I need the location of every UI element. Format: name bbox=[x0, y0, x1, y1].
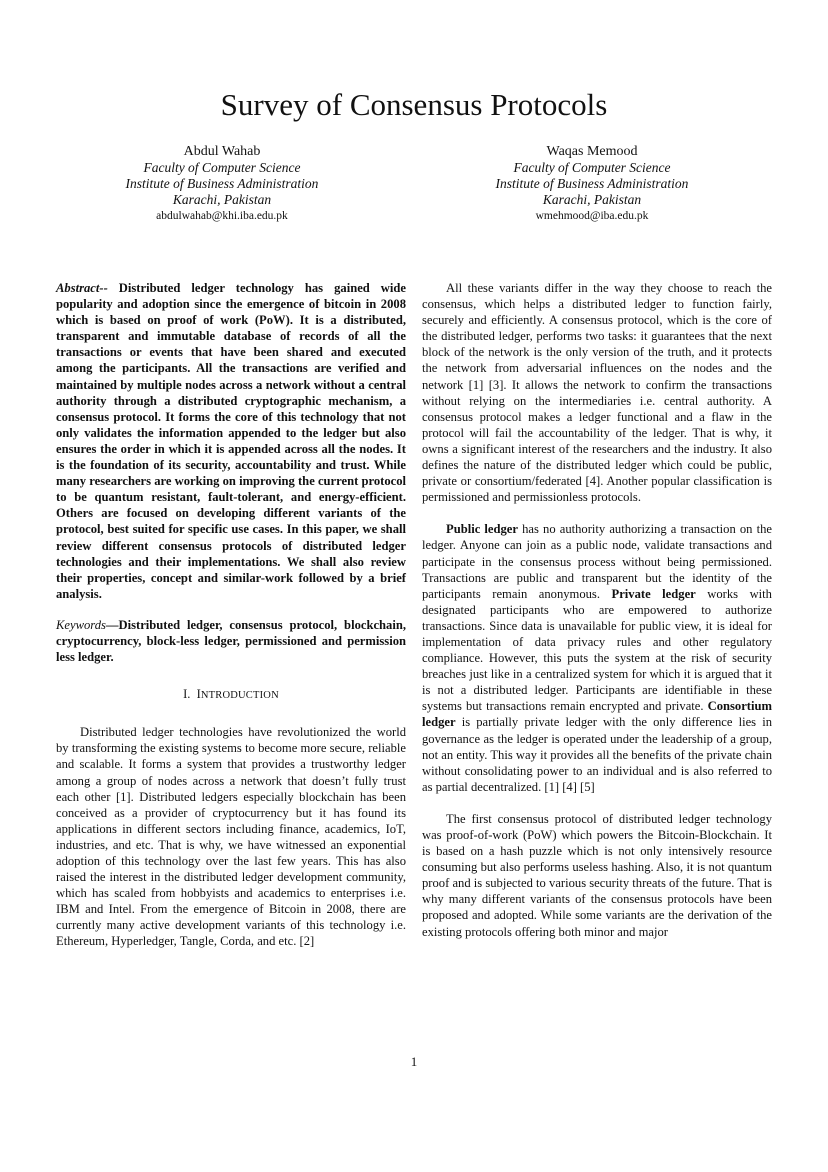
section-heading-introduction bbox=[56, 686, 406, 704]
abstract-text: Distributed ledger technology has gained wide popularity and adoption since the emergence of bitcoin in 2008 which is based on proof of work (PoW). It is a distributed, transparent and immutable database of records of all the transactions or events that have been shared and executed among the participants. All the transactions are verified and maintained by multiple nodes across a network without a central authority through a distributed cryptographic mechanism, a consensus protocol. It forms the core of this technology that not only validates the information appended to the ledger but also ensures the order in which it is appended across all the nodes. It is the foundation of its security, accountability and trust. While many researchers are working on improving the current protocol to be quantum resistant, fault-tolerant, and energy-efficient. Others are focused on developing different variants of the protocol, best suited for specific use cases. In this paper, we shall review different consensus protocols of distributed ledger technologies and their implementations. We shall also review their properties, concept and similar-work followed by a brief analysis. bbox=[56, 281, 406, 601]
author-institute: Institute of Business Administration bbox=[495, 176, 689, 191]
left-column bbox=[56, 280, 406, 950]
keywords-label: Keywords bbox=[56, 617, 106, 632]
body-paragraph: The first consensus protocol of distributed ledger technology was proof-of-work (PoW) which powers the Bitcoin-Blockchain. It is based on a hash puzzle which is not only intensively resource consuming but also performs useless hashing. Also, it is not quantum proof and is subjected to various security threats of the future. That is why many different variants of the consensus protocols have been proposed and adopted. While some variants are the derivation of the existing protocols offering both minor and major bbox=[422, 811, 772, 939]
consortium-ledger-term: Consortium ledger bbox=[422, 699, 772, 730]
body-paragraph: All these variants differ in the way they choose to reach the consensus, which helps a distributed ledger to function fairly, securely and efficiently. A consensus protocol, which is the core of the distributed ledger, performs two tasks: it guarantees that the next block of the network is the only version of the truth, and it protects the network from adversarial influences on the nodes and the network [1] [3]. It allows the network to confirm the transactions without relying on the intermediaries i.e. central authority. A consensus protocol makes a ledger functional and a flaw in the protocol will fail the accountability of the ledger. That is why, it owns a significant interest of the researchers and the industry. It also defines the nature of the distributed ledger which could be public, private or consortium/federated [4]. Another popular classification is permissioned and permissionless protocols. bbox=[422, 281, 772, 505]
author-city: Karachi, Pakistan bbox=[172, 192, 272, 207]
ledger-types-paragraph bbox=[422, 521, 772, 795]
section-title-initial: I bbox=[196, 687, 201, 702]
author-email: wmehmood@iba.edu.pk bbox=[535, 210, 649, 222]
public-ledger-text: has no authority authorizing a transaction on the ledger. Anyone can join as a public node, validate transactions and participate in the consensus process without being permissioned. Transactions are public and transparent but the identity of the participants remain anonymous. bbox=[422, 522, 772, 601]
private-ledger-term: Private ledger bbox=[611, 586, 696, 601]
consortium-ledger-text: is partially private ledger with the only difference lies in governance as the ledger is operated under the leadership of a group, not an entity. This way it provides all the benefits of the private chain without consolidating power to an individual and is also referred to as partial decentralized. [1] [4] [5] bbox=[422, 715, 772, 794]
keywords bbox=[56, 617, 406, 665]
author-faculty: Faculty of Computer Science bbox=[513, 160, 671, 175]
intro-paragraph: Distributed ledger technologies have revolutionized the world by transforming the existing systems to become more secure, reliable and scalable. It forms a system that provides a trustworthy ledger among a group of nodes across a network that doesn’t fully trust each other [1]. Distributed ledgers especially blockchain has been conceived as a provider of cryptocurrency but it has found its applications in different sectors including finance, academics, IoT, industries, and etc. That is why, we have witnessed an exponential adoption of this technology over the last few years. This has also raised the interest in the distributed ledger development community, which has scaled from hobbyists and academics to enterprises i.e. IBM and Intel. From the emergence of Bitcoin in 2008, there are currently many active development variants of this technology i.e. Ethereum, Hyperledger, Tangle, Corda, and etc. [2] bbox=[56, 725, 406, 949]
abstract bbox=[56, 280, 406, 602]
public-ledger-term: Public ledger bbox=[446, 522, 518, 537]
paper-title: Survey of Consensus Protocols bbox=[220, 87, 608, 122]
right-column bbox=[422, 280, 772, 940]
author-email: abdulwahab@khi.iba.edu.pk bbox=[156, 210, 288, 222]
author-block-1 bbox=[72, 143, 372, 224]
private-ledger-text: works with designated participants who are empowered to authorize transactions. Since data is unavailable for public view, it is ideal for implementation of data privacy rules and other regulatory compliance. However, this puts the system at the risk of security breaches just like in a centralized system for which it is argued that it is not a distributed ledger. Participants are identifiable in these systems but transactions remain encrypted and private. bbox=[422, 586, 772, 714]
section-number: I. bbox=[183, 687, 191, 702]
author-block-2 bbox=[442, 143, 742, 224]
author-name: Abdul Wahab bbox=[183, 144, 261, 159]
page-number: 1 bbox=[410, 1054, 418, 1069]
author-faculty: Faculty of Computer Science bbox=[143, 160, 301, 175]
keywords-text: —Distributed ledger, consensus protocol, blockchain, cryptocurrency, block-less ledger, permissioned and permission less ledger. bbox=[56, 617, 406, 665]
section-title-rest: NTRODUCTION bbox=[200, 690, 279, 702]
author-institute: Institute of Business Administration bbox=[125, 176, 319, 191]
author-city: Karachi, Pakistan bbox=[542, 192, 642, 207]
abstract-label: Abstract-- bbox=[56, 281, 108, 295]
author-name: Waqas Memood bbox=[546, 144, 638, 159]
